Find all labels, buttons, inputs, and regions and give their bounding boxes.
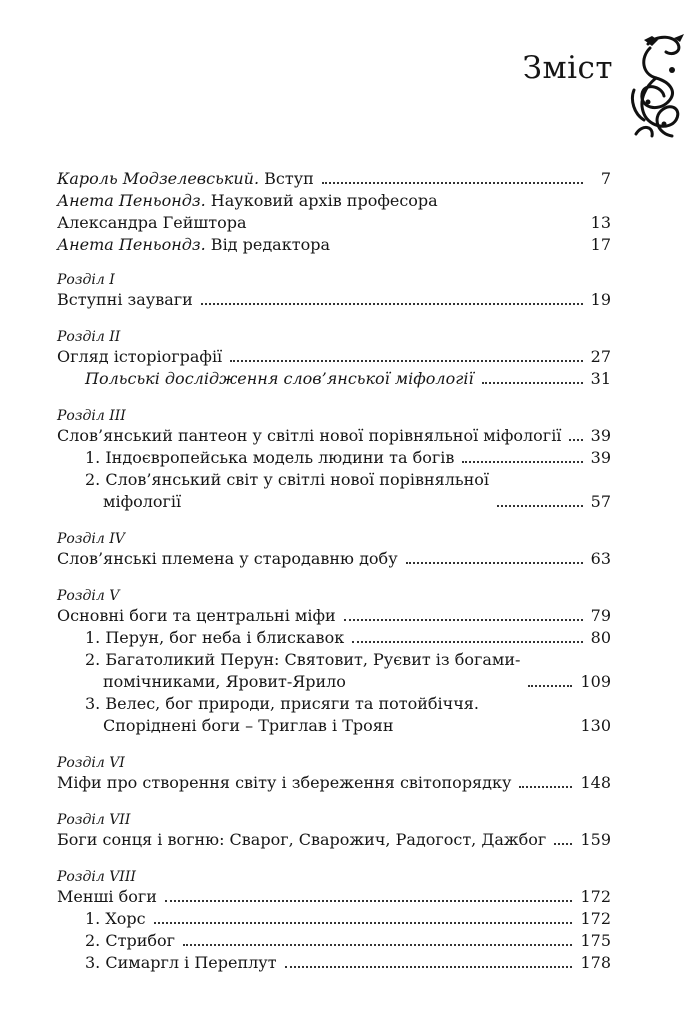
section-8 [57,869,611,974]
section-label: Розділ IV [57,531,125,547]
entry-title: 1. Хорс [85,909,146,928]
entry-title: Боги сонця і вогню: Сварог, Сварожич, Радогост, Дажбог [57,830,547,849]
page-number: 109 [580,672,611,691]
dot-leader [352,641,582,643]
section-5 [57,588,611,737]
section-label: Розділ VI [57,755,125,771]
section-label: Розділ VII [57,812,131,828]
dot-leader [338,248,583,250]
entry-title: Слов’янський пантеон у світлі нової порівняльної міфології [57,426,562,445]
page-number: 7 [600,169,611,188]
entry-author: Анета Пеньондз. [57,191,206,210]
section-label: Розділ III [57,408,126,424]
dot-leader [344,619,583,621]
dot-leader [201,303,583,305]
entry-title-line2: Александра Гейштора [57,213,247,232]
dot-leader [519,786,572,788]
toc-subentry[interactable] [57,649,611,693]
celtic-knot-ornament-icon [628,30,686,142]
entry-title: Вступні зауваги [57,290,193,309]
entry-title-line2: міфології [103,492,182,511]
entry-title-line2: помічниками, Яровит-Ярило [103,672,346,691]
dot-leader [322,182,583,184]
entry-title: 1. Індоєвропейська модель людини та богів [85,448,455,467]
intro-entries [57,168,611,256]
entry-title-line2: Споріднені боги – Триглав і Троян [103,716,394,735]
section-4 [57,531,611,570]
toc-entry[interactable] [57,772,611,794]
page-number: 19 [590,290,611,309]
section-3 [57,408,611,513]
section-1 [57,272,611,311]
dot-leader [497,505,583,507]
page-number: 27 [590,347,611,366]
entry-author: Анета Пеньондз. [57,235,206,254]
toc-subentry[interactable] [57,447,611,469]
toc-entry[interactable] [57,190,611,234]
dot-leader [482,382,583,384]
page-number: 39 [590,426,611,445]
entry-title: Польські дослідження слов’янської міфології [85,369,474,388]
toc-subentry[interactable] [57,952,611,974]
dot-leader [528,685,572,687]
section-6 [57,755,611,794]
page-number: 80 [590,628,611,647]
page-number: 175 [580,931,611,950]
dot-leader [462,461,582,463]
page-number: 172 [580,909,611,928]
dot-leader [554,843,572,845]
page-number: 13 [590,213,611,232]
toc-entry[interactable] [57,829,611,851]
toc-entry[interactable] [57,168,611,190]
toc-subentry[interactable] [57,469,611,513]
entry-title: Огляд історіографії [57,347,223,366]
toc-subentry[interactable] [57,908,611,930]
toc-entry[interactable] [57,548,611,570]
dot-leader [154,922,573,924]
page-number: 17 [590,235,611,254]
page-number: 172 [580,887,611,906]
page-number: 178 [580,953,611,972]
toc-subentry[interactable] [57,930,611,952]
toc-subentry[interactable] [57,368,611,390]
toc-entry[interactable] [57,289,611,311]
page-number: 148 [580,773,611,792]
page-number: 79 [590,606,611,625]
toc-entry[interactable] [57,605,611,627]
page-title: Зміст [522,50,613,86]
section-label: Розділ II [57,329,121,345]
entry-title: Менші боги [57,887,157,906]
entry-title: Слов’янські племена у стародавню добу [57,549,398,568]
entry-title: Вступ [259,169,314,188]
page-number: 39 [590,448,611,467]
toc-subentry[interactable] [57,627,611,649]
section-7 [57,812,611,851]
entry-title: 2. Стрибог [85,931,175,950]
section-label: Розділ I [57,272,115,288]
entry-title: 3. Симаргл і Переплут [85,953,277,972]
entry-title: Основні боги та центральні міфи [57,606,336,625]
dot-leader [487,729,572,731]
page-number: 63 [590,549,611,568]
entry-title: 2. Слов’янський світ у світлі нової порівняльної [85,470,490,489]
dot-leader [569,439,582,441]
page-number: 159 [580,830,611,849]
entry-title: 2. Багатоликий Перун: Святовит, Руєвит із богами- [85,650,521,669]
section-2 [57,329,611,390]
entry-title: Від редактора [205,235,330,254]
page-number: 130 [580,716,611,735]
dot-leader [165,900,573,902]
toc-entry[interactable] [57,234,611,256]
table-of-contents [57,168,611,992]
section-label: Розділ VIII [57,869,136,885]
entry-title: Міфи про створення світу і збереження світопорядку [57,773,512,792]
page-number: 31 [590,369,611,388]
toc-entry[interactable] [57,425,611,447]
dot-leader [446,226,583,228]
page-number: 57 [590,492,611,511]
entry-title: 1. Перун, бог неба і блискавок [85,628,345,647]
entry-author: Кароль Модзелевський. [57,169,260,188]
toc-entry[interactable] [57,886,611,908]
dot-leader [183,944,572,946]
section-label: Розділ V [57,588,120,604]
dot-leader [230,360,582,362]
toc-entry[interactable] [57,346,611,368]
dot-leader [406,562,583,564]
entry-title: Науковий архів професора [205,191,438,210]
dot-leader [285,966,573,968]
entry-title: 3. Велес, бог природи, присяги та потойбіччя. [85,694,479,713]
toc-subentry[interactable] [57,693,611,737]
